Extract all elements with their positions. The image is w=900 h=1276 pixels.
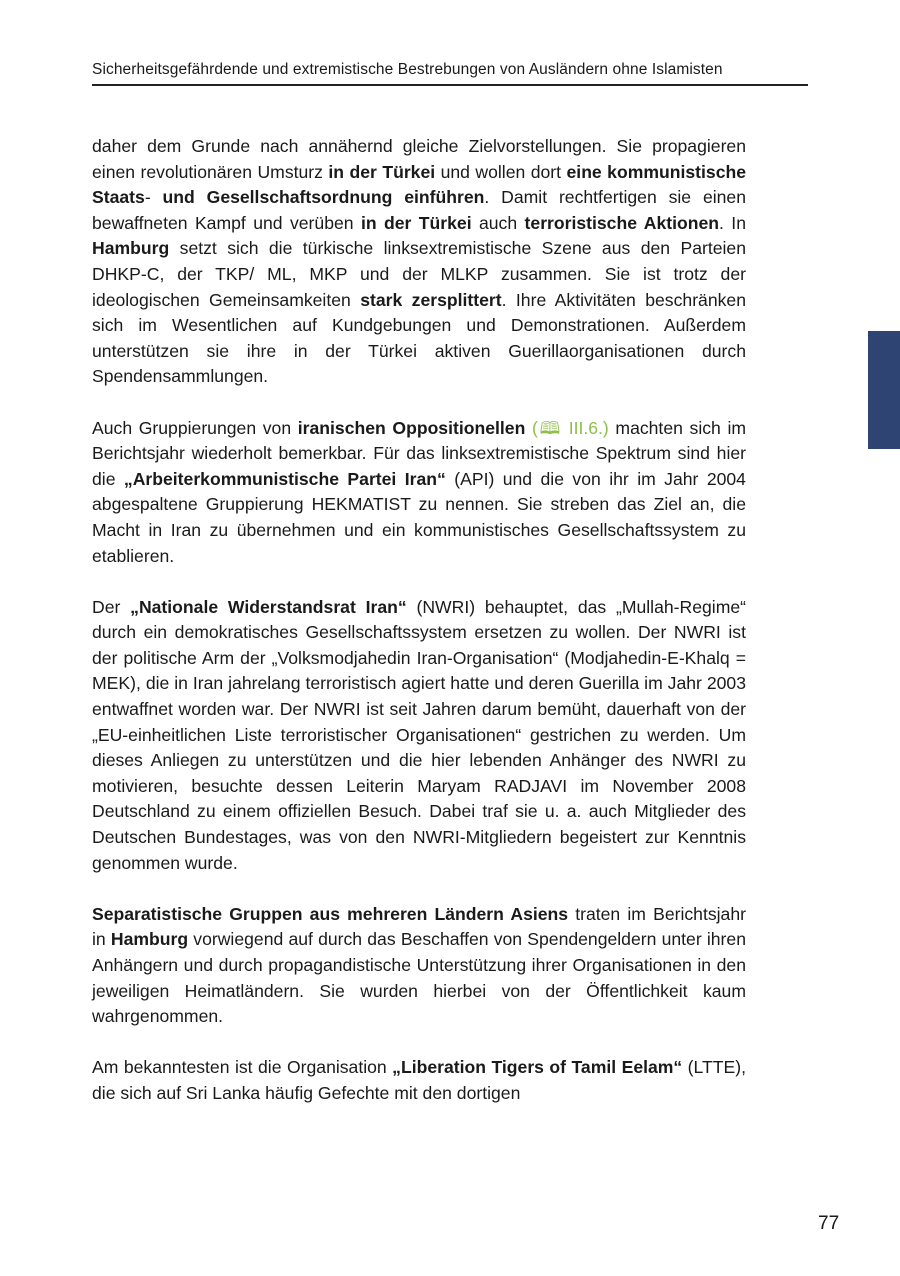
paragraph [92, 134, 746, 390]
header-rule [92, 84, 808, 86]
text-run: setzt sich die türkische linksextremistische Szene aus den Parteien DHKP-C, der TKP/ ML, MKP und der MLKP zusammen. Sie ist trotz der ideologischen Gemeinsamkeiten [92, 238, 746, 310]
text-run: machten sich im Berichtsjahr wiederholt bemerkbar. Für das linksextremistische Spektrum sind hier die [92, 417, 747, 489]
text-run: (LTTE), die sich auf Sri Lanka häufig Gefechte mit den dortigen [92, 1057, 746, 1103]
paragraph [92, 902, 746, 1030]
bold-text: iranischen Oppositionellen [297, 417, 526, 438]
text-run: Am bekanntesten ist die Organisation [92, 1057, 393, 1078]
page-number: 77 [818, 1213, 840, 1234]
bold-text: „Arbeiterkommunistische Partei Iran“ [123, 468, 446, 489]
text-run: traten im Berichtsjahr in [92, 903, 746, 950]
bold-text: in der Türkei [328, 161, 436, 182]
bold-text: in der Türkei [360, 212, 472, 233]
text-run: (API) und die von ihr im Jahr 2004 abgespaltene Gruppierung HEKMATIST zu nennen. Sie streben das Ziel an, die Macht in Iran zu übernehmen und ein kommunistisches Gesellschaftssystem zu etablieren. [92, 468, 746, 566]
text-run: Der [92, 596, 131, 617]
paragraph [92, 416, 746, 570]
text-run: (NWRI) behauptet, das „Mullah-Regime“ durch ein demokratisches Gesellschaftssystem ersetzen zu wollen. Der NWRI ist der politische Arm der „Volksmodjahedin Iran-Organisation“ (Modjahedin-E-Khalq = MEK), die in Iran jahrelang terroristisch agiert hatte und deren Guerilla im Jahr 2003 entwaffnet worden war. Der NWRI ist seit Jahren darum bemüht, dauerhaft von der „EU-einheitlichen Liste terroristischer Organisationen“ gestrichen zu werden. Um dieses Anliegen zu unterstützen und die hier lebenden Anhänger des NWRI zu motivieren, besuchte dessen Leiterin Maryam RADJAVI im November 2008 Deutschland zu einem offiziellen Besuch. Dabei traf sie u. a. auch Mitglieder des Deutschen Bundestages, was von den NWRI-Mitgliedern begeistert zur Kenntnis genommen wurde. [92, 596, 746, 873]
text-run: auch [471, 212, 525, 233]
text-run: . Damit rechtfertigen sie einen bewaffneten Kampf und verüben [92, 187, 746, 233]
cross-reference-link[interactable]: (🕮 III.6.) [531, 417, 609, 438]
paragraph [92, 1055, 746, 1106]
bold-text: Hamburg [110, 929, 189, 950]
bold-text: „Liberation Tigers of Tamil Eelam“ [392, 1057, 683, 1078]
text-run [525, 418, 532, 438]
text-run: . Ihre Aktivitäten beschränken sich im Wesentlichen auf Kundgebungen und Demonstrationen. Außerdem unterstützen sie ihre in der Türkei aktiven Guerillaorganisationen durch Spendensammlungen. [92, 289, 746, 387]
paragraph [92, 595, 746, 877]
chapter-tab-marker [868, 331, 900, 449]
bold-text: eine kommunistische Staats [92, 161, 747, 208]
text-run: Auch Gruppierungen von [92, 417, 298, 438]
text-run: - [144, 187, 163, 208]
body-text [92, 134, 746, 1132]
bold-text: „Nationale Widerstandsrat Iran“ [130, 596, 407, 617]
bold-text: stark zersplittert [360, 289, 502, 310]
text-run: vorwiegend auf durch das Beschaffen von Spendengeldern unter ihren Anhängern und durch propagandistische Unterstützung ihrer Organisationen in den jeweiligen Heimatländern. Sie wurden hierbei von der Öffentlichkeit kaum wahrgenommen. [92, 929, 746, 1027]
bold-text: terroristische Aktionen [524, 212, 720, 233]
bold-text: und Gesellschaftsordnung einführen [162, 187, 485, 208]
bold-text: Hamburg [92, 238, 170, 259]
text-run: daher dem Grunde nach annähernd gleiche Zielvorstellungen. Sie propagieren einen revolutionären Umsturz [92, 136, 746, 182]
text-run: und wollen dort [435, 161, 567, 182]
bold-text: Separatistische Gruppen aus mehreren Ländern Asiens [92, 903, 569, 924]
text-run: . In [719, 212, 746, 233]
running-header: Sicherheitsgefährdende und extremistische Bestrebungen von Ausländern ohne Islamisten [92, 61, 723, 78]
